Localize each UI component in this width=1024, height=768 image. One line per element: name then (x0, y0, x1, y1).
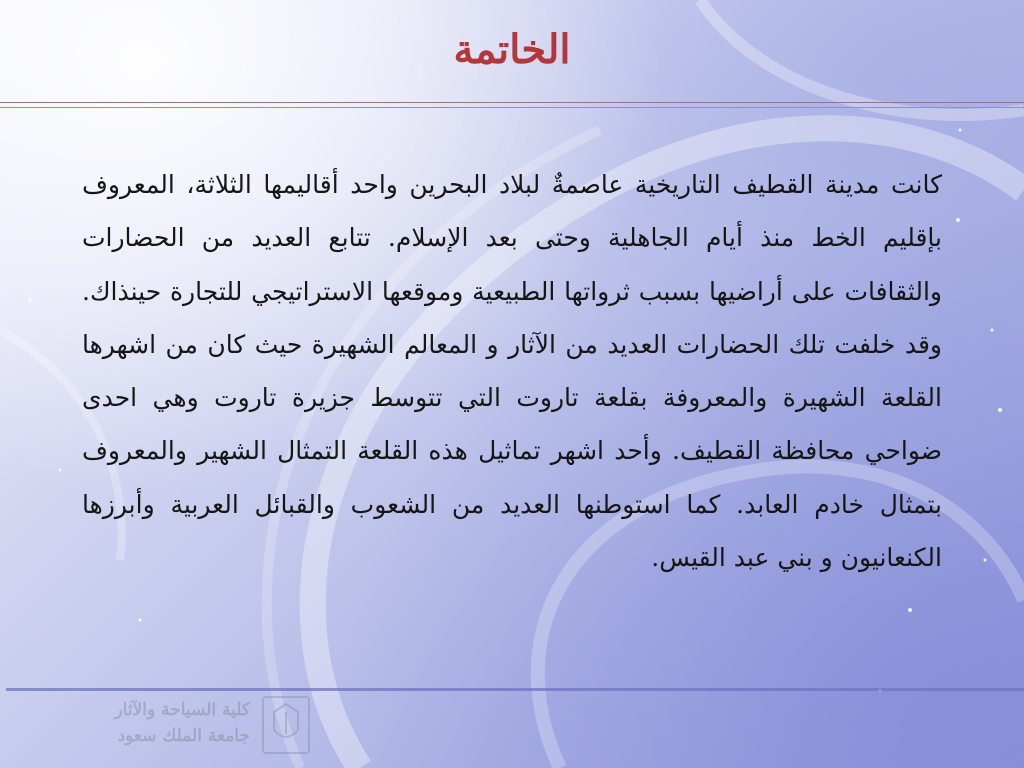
university-watermark (70, 694, 310, 768)
watermark-college-name: كلية السياحة والآثار (114, 700, 250, 720)
title-divider (0, 102, 1024, 108)
body-paragraph: كانت مدينة القطيف التاريخية عاصمةٌ لبلاد البحرين واحد أقاليمها الثلاثة، المعروف بإقليم الخط منذ أيام الجاهلية وحتى بعد الإسلام. تتابع العديد من الحضارات والثقافات على أراضيها بسبب ثرواتها الطبيعية وموقعها الاستراتيجي للتجارة حينذاك. وقد خلفت تلك الحضارات العديد من الآثار و المعالم الشهيرة حيث كان من اشهرها القلعة الشهيرة والمعروفة بقلعة تاروت التي تتوسط جزيرة تاروت وهي احدى ضواحي محافظة القطيف. وأحد اشهر تماثيل هذه القلعة التمثال الشهير والمعروف بتمثال خادم العابد. كما استوطنها العديد من الشعوب والقبائل العربية وأبرزها الكنعانيون و بني عبد القيس. (82, 170, 942, 573)
university-emblem-icon (262, 696, 310, 754)
slide-title: الخاتمة (453, 26, 571, 73)
watermark-university-name: جامعة الملك سعود (117, 726, 250, 746)
footer-divider (6, 688, 1024, 691)
